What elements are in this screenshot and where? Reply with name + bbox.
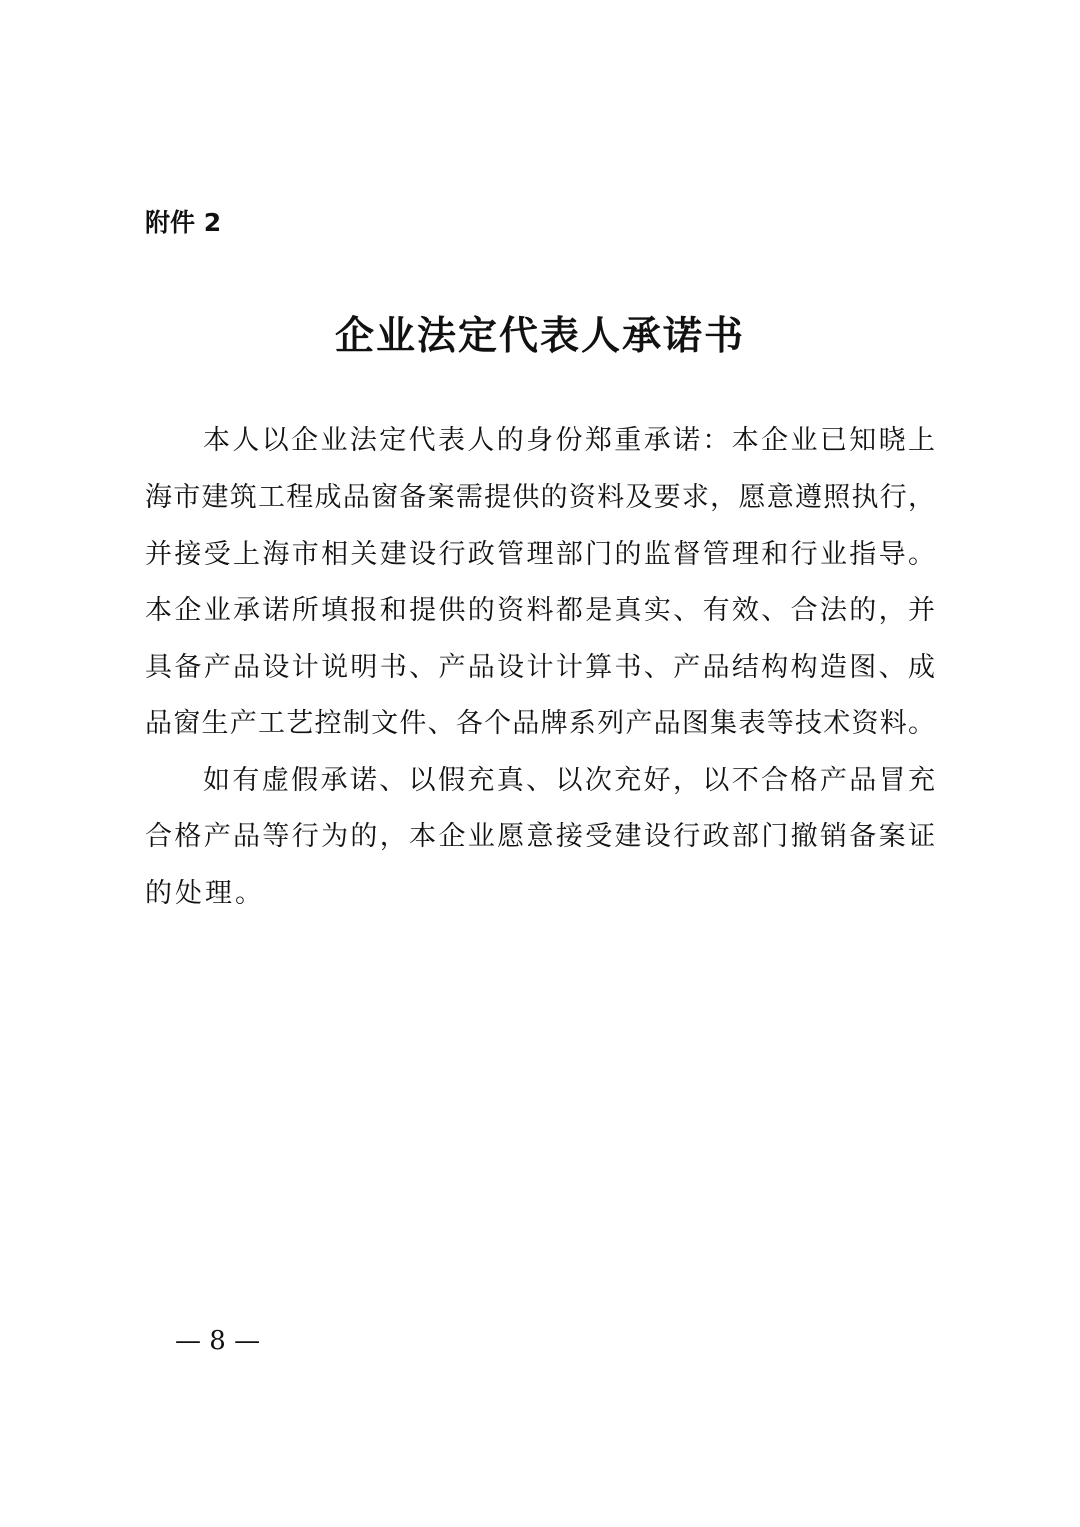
text-line: 具备产品设计说明书、产品设计计算书、产品结构构造图、成: [145, 652, 935, 683]
text-line: 海市建筑工程成品窗备案需提供的资料及要求，愿意遵照执行，: [145, 482, 935, 513]
text-line: 如有虚假承诺、以假充真、以次充好，以不合格产品冒充: [203, 765, 935, 796]
attachment-label: 附件 2: [145, 208, 222, 237]
document-title: 企业法定代表人承诺书: [334, 313, 745, 359]
text-line: 的处理。: [145, 878, 265, 909]
text-line: 并接受上海市相关建设行政管理部门的监督管理和行业指导。: [145, 539, 935, 570]
page-number: — 8 —: [175, 1326, 261, 1356]
text-line: 本人以企业法定代表人的身份郑重承诺：本企业已知晓上: [203, 425, 935, 456]
text-line: 本企业承诺所填报和提供的资料都是真实、有效、合法的，并: [145, 595, 935, 626]
text-line: 合格产品等行为的，本企业愿意接受建设行政部门撤销备案证: [145, 821, 935, 852]
text-line: 品窗生产工艺控制文件、各个品牌系列产品图集表等技术资料。: [145, 708, 935, 739]
